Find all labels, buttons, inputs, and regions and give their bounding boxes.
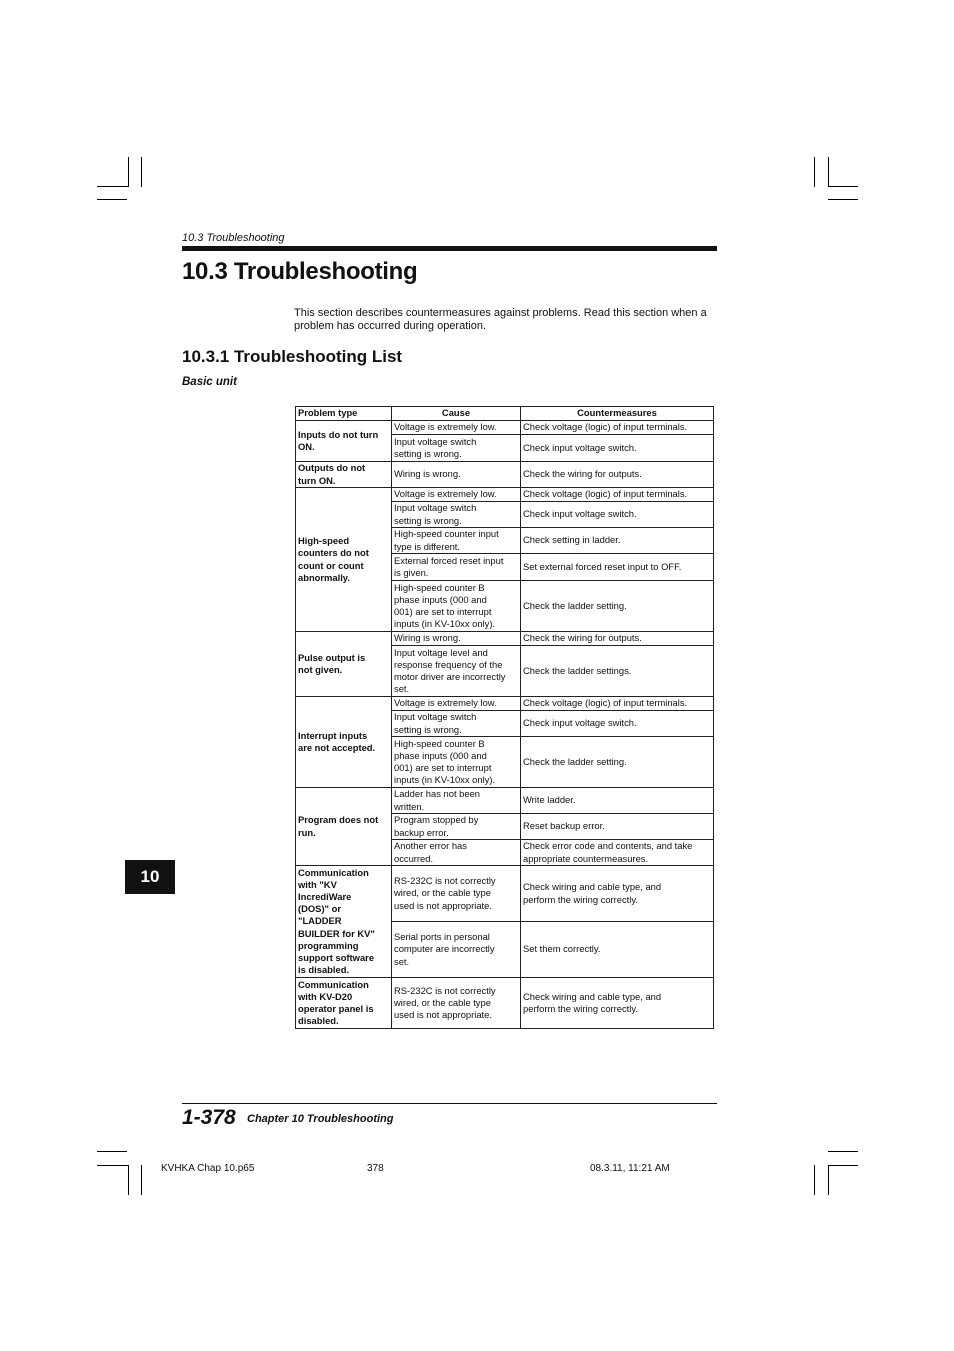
cause-cell: RS-232C is not correctly wired, or the cable type used is not appropriate. xyxy=(392,978,521,1029)
intro-paragraph: This section describes countermeasures against problems. Read this section when a problem has occurred during operation. xyxy=(294,307,707,332)
measure-cell: Check voltage (logic) of input terminals. xyxy=(521,488,714,502)
column-header-problem: Problem type xyxy=(296,407,392,421)
table-row xyxy=(296,697,714,711)
crop-mark xyxy=(828,1151,858,1152)
crop-mark xyxy=(141,157,142,187)
cause-cell: Another error has occurred. xyxy=(392,840,521,866)
page-number: 1-378 xyxy=(182,1106,236,1129)
measure-cell: Reset backup error. xyxy=(521,814,714,840)
crop-mark xyxy=(828,186,858,187)
crop-mark xyxy=(97,1165,129,1166)
crop-mark xyxy=(828,157,829,187)
measure-cell: Check the wiring for outputs. xyxy=(521,632,714,646)
cause-cell: Voltage is extremely low. xyxy=(392,421,521,435)
measure-cell: Check input voltage switch. xyxy=(521,435,714,462)
sheet-number: 378 xyxy=(367,1163,384,1174)
table-row xyxy=(296,866,714,922)
measure-cell: Set external forced reset input to OFF. xyxy=(521,554,714,581)
measure-cell: Check input voltage switch. xyxy=(521,711,714,737)
table-row xyxy=(296,462,714,488)
problem-cell: Program does not run. xyxy=(296,788,392,866)
crop-mark xyxy=(97,186,129,187)
chapter-label: Chapter 10 Troubleshooting xyxy=(247,1113,394,1125)
measure-cell: Check the wiring for outputs. xyxy=(521,462,714,488)
chapter-tab: 10 xyxy=(125,860,175,894)
section-title: 10.3.1 Troubleshooting List xyxy=(182,347,403,366)
measure-cell: Check setting in ladder. xyxy=(521,528,714,554)
cause-cell: High-speed counter B phase inputs (000 and 001) are set to interrupt inputs (in KV-10xx only). xyxy=(392,737,521,788)
problem-cell: Inputs do not turn ON. xyxy=(296,421,392,462)
problem-cell: Communication with "KV IncrediWare (DOS)" or "LADDER BUILDER for KV" programming support software is disabled. xyxy=(296,866,392,978)
measure-cell: Check the ladder setting. xyxy=(521,581,714,632)
header-rule xyxy=(182,246,717,251)
measure-cell: Check wiring and cable type, and perform the wiring correctly. xyxy=(521,978,714,1029)
table-header-row xyxy=(296,407,714,421)
crop-mark xyxy=(141,1165,142,1195)
problem-cell: High-speed counters do not count or count abnormally. xyxy=(296,488,392,632)
problem-cell: Communication with KV-D20 operator panel is disabled. xyxy=(296,978,392,1029)
measure-cell: Check error code and contents, and take appropriate countermeasures. xyxy=(521,840,714,866)
page-title: 10.3 Troubleshooting xyxy=(182,258,418,285)
problem-cell: Interrupt inputs are not accepted. xyxy=(296,697,392,788)
table-row xyxy=(296,788,714,814)
column-header-countermeasures: Countermeasures xyxy=(521,407,714,421)
crop-mark xyxy=(828,1165,858,1166)
table-row xyxy=(296,978,714,1029)
crop-mark xyxy=(814,1165,815,1195)
crop-mark xyxy=(97,1151,127,1152)
cause-cell: High-speed counter B phase inputs (000 and 001) are set to interrupt inputs (in KV-10xx only). xyxy=(392,581,521,632)
footer-rule xyxy=(182,1103,717,1104)
cause-cell: Serial ports in personal computer are incorrectly set. xyxy=(392,922,521,978)
cause-cell: Wiring is wrong. xyxy=(392,632,521,646)
column-header-cause: Cause xyxy=(392,407,521,421)
problem-cell: Outputs do not turn ON. xyxy=(296,462,392,488)
running-header: 10.3 Troubleshooting xyxy=(182,232,285,244)
cause-cell: Program stopped by backup error. xyxy=(392,814,521,840)
crop-mark xyxy=(828,1165,829,1195)
measure-cell: Check voltage (logic) of input terminals. xyxy=(521,421,714,435)
cause-cell: Input voltage switch setting is wrong. xyxy=(392,435,521,462)
crop-mark xyxy=(814,157,815,187)
cause-cell: RS-232C is not correctly wired, or the cable type used is not appropriate. xyxy=(392,866,521,922)
measure-cell: Check the ladder setting. xyxy=(521,737,714,788)
measure-cell: Check input voltage switch. xyxy=(521,502,714,528)
cause-cell: Input voltage switch setting is wrong. xyxy=(392,502,521,528)
cause-cell: High-speed counter input type is different. xyxy=(392,528,521,554)
crop-mark xyxy=(128,1165,129,1195)
crop-mark xyxy=(128,157,129,187)
measure-cell: Check the ladder settings. xyxy=(521,646,714,697)
measure-cell: Check wiring and cable type, and perform the wiring correctly. xyxy=(521,866,714,922)
crop-mark xyxy=(97,199,127,200)
table-row xyxy=(296,421,714,435)
measure-cell: Write ladder. xyxy=(521,788,714,814)
timestamp: 08.3.11, 11:21 AM xyxy=(590,1163,670,1174)
cause-cell: Voltage is extremely low. xyxy=(392,488,521,502)
cause-cell: Input voltage switch setting is wrong. xyxy=(392,711,521,737)
measure-cell: Check voltage (logic) of input terminals. xyxy=(521,697,714,711)
cause-cell: Input voltage level and response frequency of the motor driver are incorrectly set. xyxy=(392,646,521,697)
crop-mark xyxy=(828,199,858,200)
cause-cell: Voltage is extremely low. xyxy=(392,697,521,711)
problem-cell: Pulse output is not given. xyxy=(296,632,392,697)
cause-cell: External forced reset input is given. xyxy=(392,554,521,581)
cause-cell: Wiring is wrong. xyxy=(392,462,521,488)
file-name: KVHKA Chap 10.p65 xyxy=(161,1163,255,1174)
subsection-title: Basic unit xyxy=(182,376,237,388)
table-row xyxy=(296,632,714,646)
measure-cell: Set them correctly. xyxy=(521,922,714,978)
troubleshooting-table xyxy=(295,406,714,1029)
table-row xyxy=(296,488,714,502)
cause-cell: Ladder has not been written. xyxy=(392,788,521,814)
